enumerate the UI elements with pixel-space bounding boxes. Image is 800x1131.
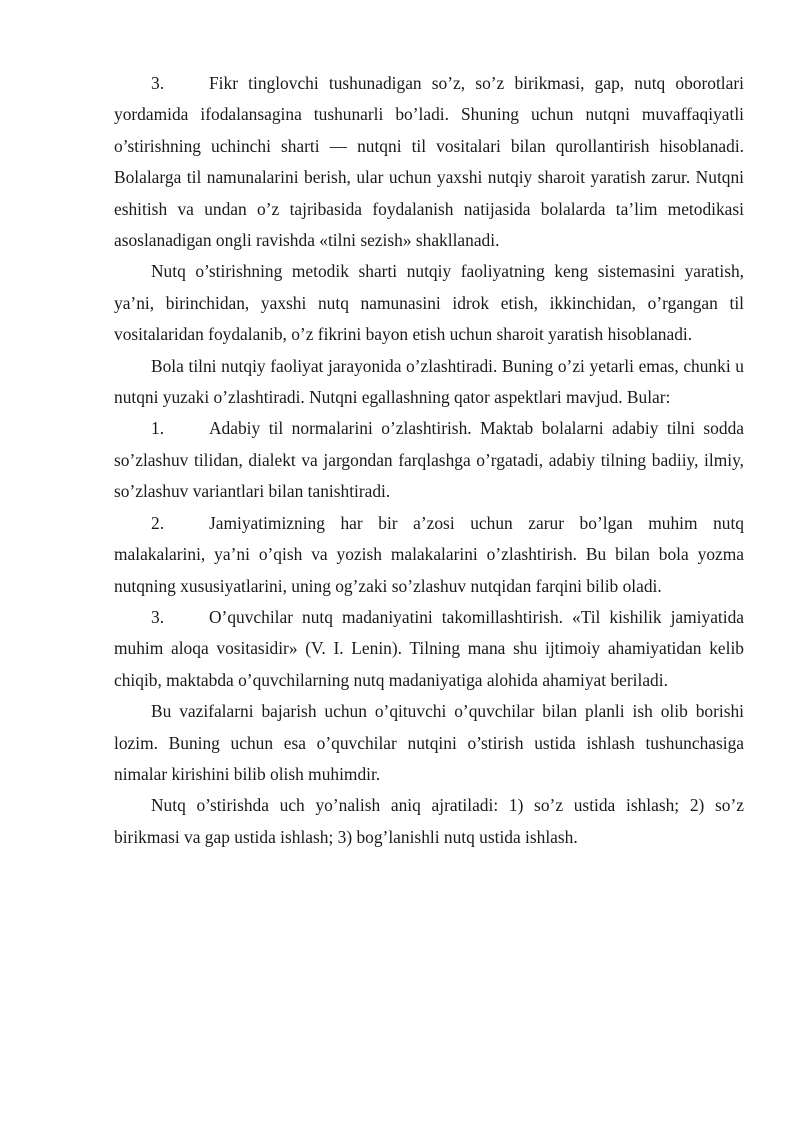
paragraph-text: Bola tilni nutqiy faoliyat jarayonida o’zlashtiradi. Buning o’zi yetarli emas, chunki u nutqni yuzaki o’zlashtiradi. Nutqni egallashning qator aspektlari mavjud. Bular: [114,355,744,408]
paragraph-text: Nutq o’stirishning metodik sharti nutqiy faoliyatning keng sistemasini yaratish, ya’ni, birinchidan, yaxshi nutq namunasini idrok etish, ikkinchidan, o’rgangan til vositalaridan foydalanib, o’z fikrini bayon etish uchun sharoit yaratish hisoblanadi. [114,261,744,345]
list-number: 2. [151,512,165,533]
paragraph-metodik-shart [114,256,744,350]
paragraph-text: Fikr tinglovchi tushunadigan so’z, so’z birikmasi, gap, nutq oborotlari yordamida ifodalansagina tushunarli bo’ladi. Shuning uchun nutqni muvaffaqiyatli o’stirishning uchinchi sharti — nutqni til vositalari bilan qurollantirish hisoblanadi. Bolalarga til namunalarini berish, ular uchun yaxshi nutqiy sharoit yaratish zarur. Nutqni eshitish va undan o’z tajribasida foydalanish natijasida bolalarda ta’lim metodikasi asoslanadigan ongli ravishda «tilni sezish» shakllanadi. [114,73,744,251]
paragraph-bola-tilni [114,351,744,414]
paragraph-text: Nutq o’stirishda uch yo’nalish aniq ajratiladi: 1) so’z ustida ishlash; 2) so’z birikmasi va gap ustida ishlash; 3) bog’lanishli nutq ustida ishlash. [114,795,744,847]
document-page [114,68,744,853]
list-item-jamiyat [114,508,744,602]
list-number: 1. [151,418,165,439]
paragraph-text: Bu vazifalarni bajarish uchun o’qituvchi o’quvchilar bilan planli ish olib borishi lozim. Buning uchun esa o’quvchilar nutqini o’stirish ustida ishlash tushunchasiga nimalar kirishini bilib olish muhimdir. [114,701,744,784]
list-item-nutq-madaniyati [114,602,744,696]
list-number: 3. [151,606,165,627]
paragraph-vazifalar [114,696,744,790]
list-number: 3. [151,73,165,93]
paragraph-uch-yonalish [114,790,744,853]
paragraph-text: Jamiyatimizning har bir a’zosi uchun zarur bo’lgan muhim nutq malakalarini, ya’ni o’qish va yozish malakalarini o’zlashtirish. Bu bilan bola yozma nutqning xususiyatlarini, uning og’zaki so’zlashuv nutqidan farqini bilib oladi. [114,512,744,596]
paragraph-fikr [114,68,744,256]
list-item-adabiy-til [114,413,744,507]
paragraph-text: O’quvchilar nutq madaniyatini takomillashtirish. «Til kishilik jamiyatida muhim aloqa vositasidir» (V. I. Lenin). Tilning mana shu ijtimoiy ahamiyatidan kelib chiqib, maktabda o’quvchilarning nutq madaniyatiga alohida ahamiyat beriladi. [114,606,744,690]
paragraph-text: Adabiy til normalarini o’zlashtirish. Maktab bolalarni adabiy tilni sodda so’zlashuv tilidan, dialekt va jargondan farqlashga o’rgatadi, adabiy tilning badiiy, ilmiy, so’zlashuv variantlari bilan tanishtiradi. [114,418,744,502]
